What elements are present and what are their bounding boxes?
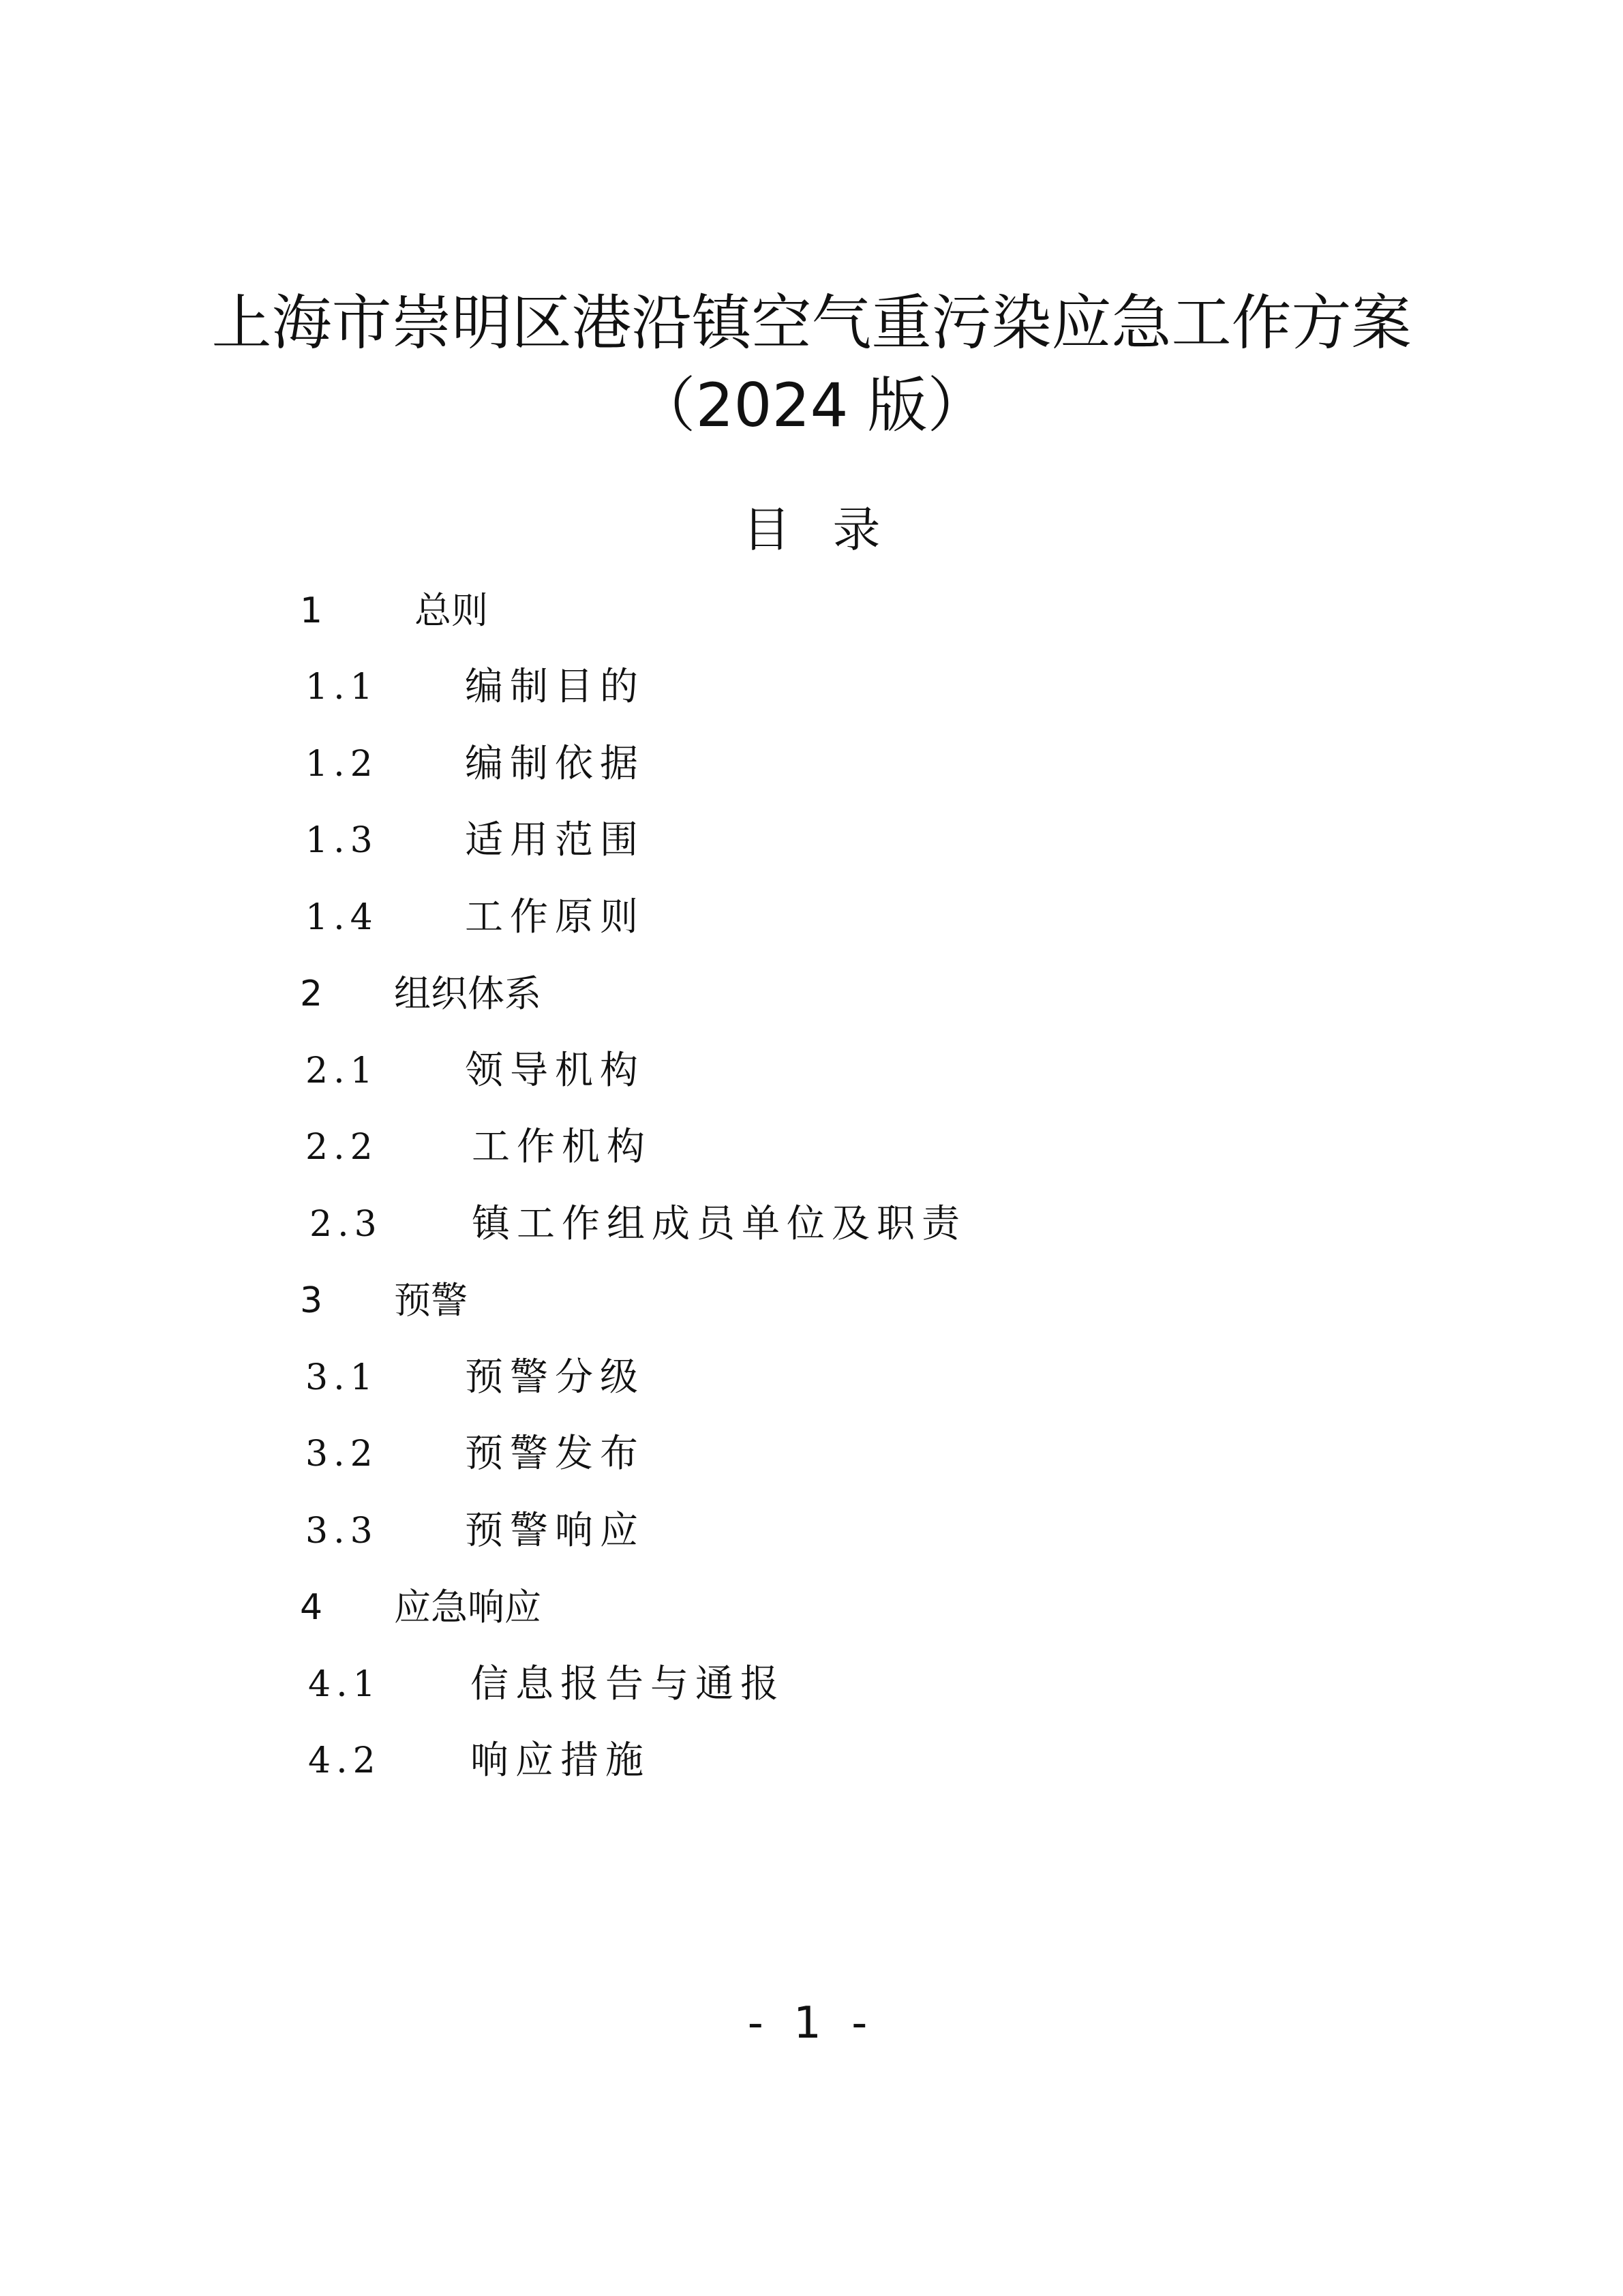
- toc-entry-title: 总则: [414, 589, 488, 632]
- toc-entry-title: 镇工作组成员单位及职责: [472, 1202, 967, 1246]
- page-number: - 1 -: [747, 1998, 876, 2049]
- toc-entry-number: 2: [300, 973, 323, 1014]
- toc-entry-number: 1.2: [305, 744, 378, 785]
- toc-entry-title: 预警: [394, 1279, 468, 1322]
- toc-entry-title: 组织体系: [394, 972, 541, 1015]
- toc-entry-number: 4.1: [308, 1664, 381, 1705]
- toc-entry-number: 2.3: [309, 1204, 382, 1245]
- toc-heading-char-2: 录: [832, 502, 881, 558]
- toc-entry-number: 1.3: [305, 820, 378, 861]
- toc-entry-number: 1: [300, 590, 323, 631]
- toc-entry-number: 1.1: [305, 667, 378, 708]
- toc-entry-number: 3.1: [305, 1357, 378, 1398]
- toc-entry-number: 1.4: [305, 897, 378, 938]
- toc-entry-number: 4: [300, 1587, 323, 1628]
- toc-entry-title: 预警响应: [465, 1509, 645, 1553]
- toc-heading-char-1: 目: [742, 502, 791, 558]
- toc-entry-number: 3: [300, 1280, 323, 1321]
- toc-entry-number: 2.2: [305, 1127, 378, 1168]
- toc-entry-title: 编制目的: [465, 665, 645, 709]
- toc-heading: [0, 499, 1623, 560]
- toc-entry-title: 应急响应: [394, 1586, 541, 1629]
- toc-entry-title: 预警发布: [465, 1432, 645, 1476]
- toc-entry-title: 响应措施: [470, 1738, 650, 1783]
- document-title-line-2: （2024 版）: [635, 370, 988, 440]
- toc-entry-title: 预警分级: [465, 1355, 645, 1400]
- toc-entry-number: 3.3: [305, 1511, 378, 1552]
- toc-entry-title: 领导机构: [465, 1048, 645, 1093]
- toc-entry-number: 4.2: [308, 1740, 381, 1781]
- toc-entry-number: 3.2: [305, 1434, 378, 1475]
- toc-entry-number: 2.1: [305, 1051, 378, 1091]
- toc-entry-title: 信息报告与通报: [470, 1662, 785, 1706]
- toc-entry-title: 适用范围: [465, 818, 645, 862]
- document-title-line-1: 上海市崇明区港沿镇空气重污染应急工作方案: [211, 288, 1412, 358]
- toc-entry-title: 编制依据: [465, 742, 645, 786]
- toc-entry-title: 工作原则: [465, 895, 645, 939]
- toc-entry-title: 工作机构: [472, 1125, 652, 1169]
